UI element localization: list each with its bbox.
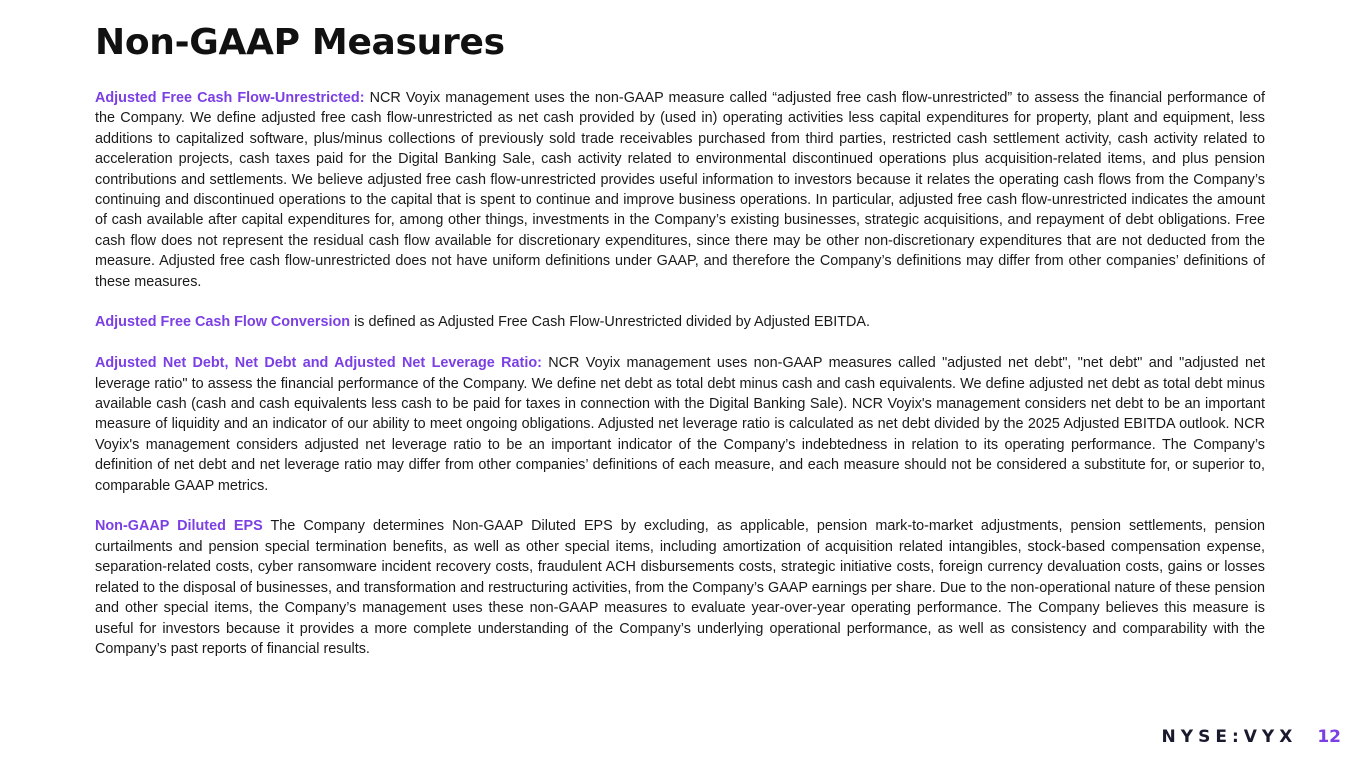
definition-term: Non-GAAP Diluted EPS xyxy=(95,518,263,535)
definition-text: NCR Voyix management uses non-GAAP measures called "adjusted net debt", "net debt" and "adjusted net leverage ratio" to assess the financial performance of the Company. We define net debt as total debt minus cash and cash equivalents. We define adjusted net debt as total debt minus available cash (cash and cash equivalents less cash to be paid for taxes in connection with the Digital Banking Sale). NCR Voyix's management considers net debt to be an important measure of liquidity and an indicator of our ability to meet ongoing obligations. Adjusted net leverage ratio is calculated as net debt divided by the 2025 Adjusted EBITDA outlook. NCR Voyix's management considers adjusted net leverage ratio to be an important indicator of the Company’s indebtedness in relation to its operating performance. The Company’s definition of net debt and net leverage ratio may differ from other companies’ definitions of each measure, and each measure should not be considered a substitute for, or superior to, comparable GAAP metrics. xyxy=(95,355,1265,494)
definition-term: Adjusted Free Cash Flow-Unrestricted: xyxy=(95,90,365,106)
stock-ticker: NYSE:VYX xyxy=(1161,727,1298,747)
definition-term: Adjusted Net Debt, Net Debt and Adjusted Net Leverage Ratio: xyxy=(95,355,542,372)
definition-adjusted-fcf-unrestricted xyxy=(95,88,1265,292)
definition-text: The Company determines Non-GAAP Diluted EPS by excluding, as applicable, pension mark-to-market adjustments, pension settlements, pension curtailments and pension special termination benefits, as well as other special items, including amortization of acquisition related intangibles, stock-based compensation expense, separation-related costs, cyber ransomware incident recovery costs, fraudulent ACH disbursements costs, strategic initiative costs, foreign currency devaluation costs, gains or losses related to the disposal of businesses, and transformation and restructuring activities, from the Company’s GAAP earnings per share. Due to the non-operational nature of these pension and other special items, the Company’s management uses these non-GAAP measures to evaluate year-over-year operating performance. The Company believes this measure is useful for investors because it provides a more complete understanding of the Company’s underlying operational performance, as well as consistency and comparability with the Company’s past reports of financial results. xyxy=(95,518,1265,657)
definition-text: NCR Voyix management uses the non-GAAP measure called “adjusted free cash flow-unrestricted” to assess the financial performance of the Company. We define adjusted free cash flow-unrestricted as net cash provided by (used in) operating activities less capital expenditures for property, plant and equipment, less additions to capitalized software, plus/minus collections of previously sold trade receivables purchased from third parties, restricted cash settlement activity, cash activity related to acceleration projects, cash taxes paid for the Digital Banking Sale, cash activity related to environmental discontinued operations plus acquisition-related items, and plus pension contributions and settlements. We believe adjusted free cash flow-unrestricted provides useful information to investors because it relates the operating cash flows from the Company’s continuing and discontinued operations to the capital that is spent to continue and improve business operations. In particular, adjusted free cash flow-unrestricted indicates the amount of cash available after capital expenditures for, among other things, investments in the Company’s existing businesses, strategic acquisitions, and repayment of debt obligations. Free cash flow does not represent the residual cash flow available for discretionary expenditures, since there may be other non-discretionary expenditures that are not deducted from the measure. Adjusted free cash flow-unrestricted does not have uniform definitions under GAAP, and therefore the Company’s definitions may differ from other companies’ definitions of these measures. xyxy=(95,90,1265,290)
page-number: 12 xyxy=(1317,727,1341,747)
definition-text: is defined as Adjusted Free Cash Flow-Unrestricted divided by Adjusted EBITDA. xyxy=(350,314,870,331)
footer xyxy=(1162,727,1341,747)
definition-non-gaap-diluted-eps xyxy=(95,516,1265,659)
definition-term: Adjusted Free Cash Flow Conversion xyxy=(95,314,351,331)
page-title: Non-GAAP Measures xyxy=(95,22,505,63)
definitions-body xyxy=(95,88,1265,680)
definition-net-debt-leverage xyxy=(95,353,1265,496)
definition-adjusted-fcf-conversion xyxy=(95,312,1265,332)
